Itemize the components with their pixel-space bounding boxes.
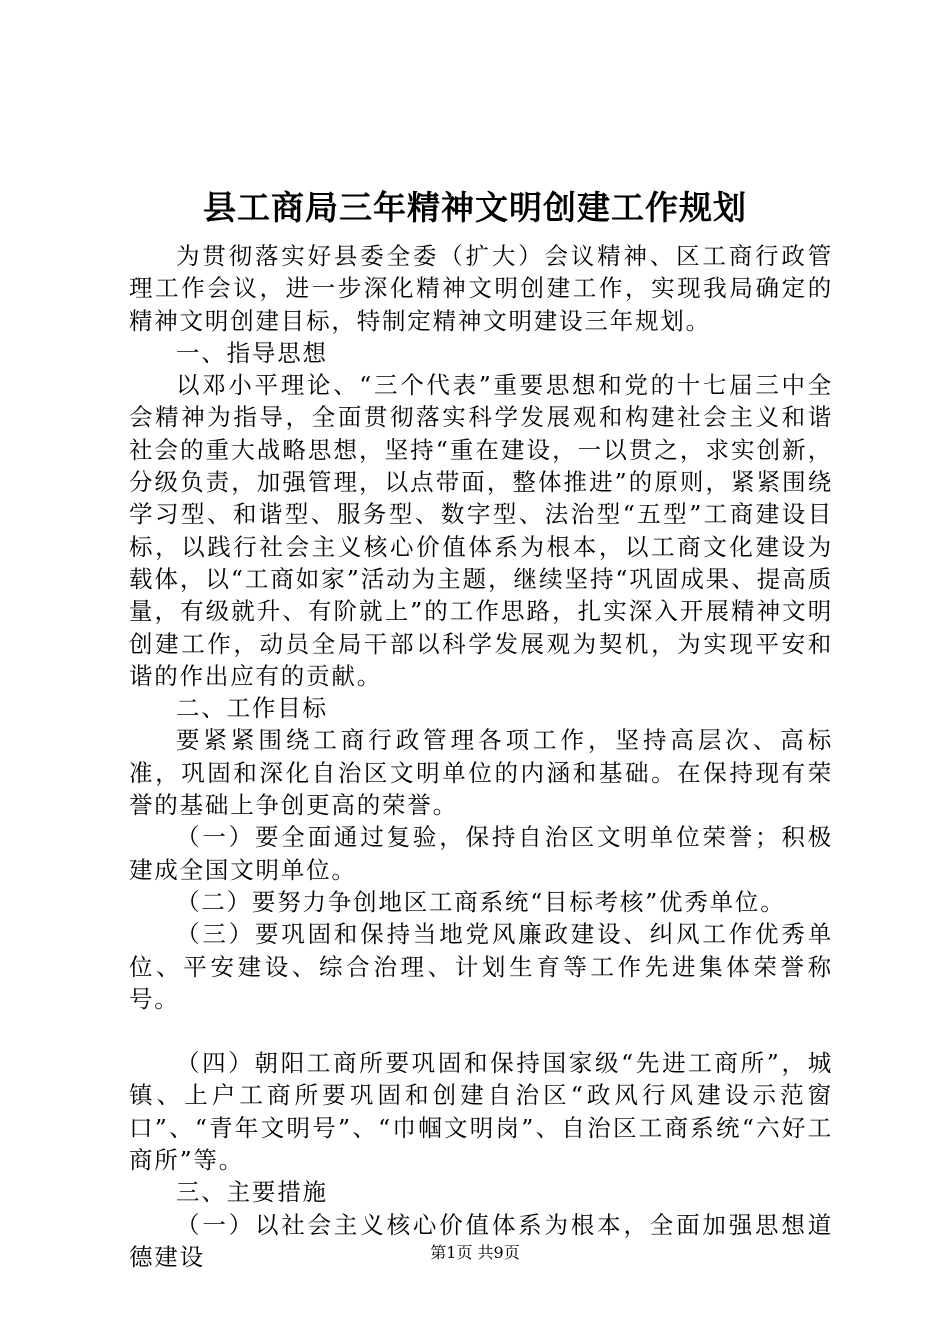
measure-item-1: （一）以社会主义核心价值体系为根本，全面加强思想道德建设 <box>129 1210 833 1271</box>
goal-item-2: （二）要努力争创地区工商系统“目标考核”优秀单位。 <box>176 887 786 916</box>
goal-item-3: （三）要巩固和保持当地党风廉政建设、纠风工作优秀单位、平安建设、综合治理、计划生育等工作先进集体荣誉称号。 <box>129 920 833 1013</box>
guiding-ideology-paragraph: 以邓小平理论、“三个代表”重要思想和党的十七届三中全会精神为指导，全面贯彻落实科学发展观和构建社会主义和谐社会的重大战略思想，坚持“重在建设，一以贯之，求实创新，分级负责，加强管理，以点带面，整体推进”的原则，紧紧围绕学习型、和谐型、服务型、数字型、法治型“五型”工商建设目标，以践行社会主义核心价值体系为根本，以工商文化建设为载体，以“工商如家”活动为主题，继续坚持“巩固成果、提高质量，有级就升、有阶就上”的工作思路，扎实深入开展精神文明创建工作，动员全局干部以科学发展观为契机，为实现平安和谐的作出应有的贡献。 <box>129 371 833 690</box>
goal-item-4: （四）朝阳工商所要巩固和保持国家级“先进工商所”，城镇、上户工商所要巩固和创建自治区“政风行风建设示范窗口”、“青年文明号”、“巾帼文明岗”、自治区工商系统“六好工商所”等。 <box>129 1049 833 1175</box>
document-body <box>129 240 833 1273</box>
section-heading-main-measures: 三、主要措施 <box>176 1178 328 1207</box>
goal-item-1: （一）要全面通过复验，保持自治区文明单位荣誉；积极建成全国文明单位。 <box>129 823 833 884</box>
work-goals-paragraph: 要紧紧围绕工商行政管理各项工作，坚持高层次、高标准，巩固和深化自治区文明单位的内涵和基础。在保持现有荣誉的基础上争创更高的荣誉。 <box>129 726 833 820</box>
intro-paragraph: 为贯彻落实好县委全委（扩大）会议精神、区工商行政管理工作会议，进一步深化精神文明创建工作，实现我局确定的精神文明创建目标，特制定精神文明建设三年规划。 <box>129 242 833 335</box>
page-number: 第1页 共9页 <box>430 1243 520 1262</box>
section-heading-guiding-ideology: 一、指导思想 <box>176 338 328 367</box>
section-heading-work-goals: 二、工作目标 <box>176 694 328 723</box>
document-title: 县工商局三年精神文明创建工作规划 <box>203 188 747 227</box>
